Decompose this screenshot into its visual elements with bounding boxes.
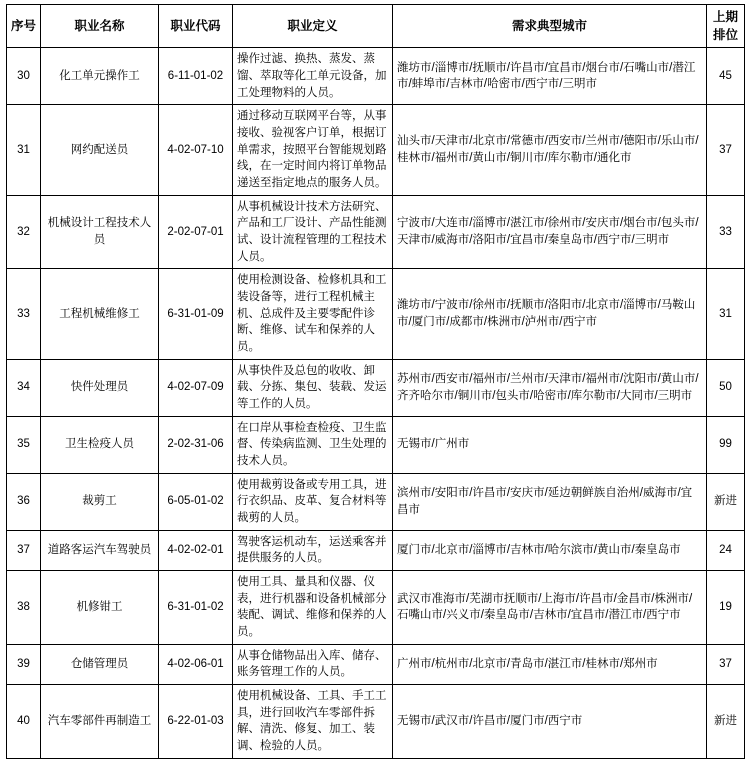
cell-seq: 31 xyxy=(7,105,41,195)
table-row xyxy=(7,473,745,530)
table-row xyxy=(7,571,745,645)
cell-occupation-name: 机械设计工程技术人员 xyxy=(41,195,159,269)
cell-occupation-name: 道路客运汽车驾驶员 xyxy=(41,530,159,570)
cell-occupation-name: 机修钳工 xyxy=(41,571,159,645)
cell-seq: 38 xyxy=(7,571,41,645)
cell-occupation-code: 6-31-01-09 xyxy=(159,269,233,359)
cell-definition: 驾驶客运机动车，运送乘客并提供服务的人员。 xyxy=(233,530,393,570)
cell-occupation-code: 4-02-06-01 xyxy=(159,644,233,684)
cell-seq: 35 xyxy=(7,416,41,473)
cell-definition: 使用裁剪设备或专用工具，进行衣织品、皮革、复合材料等裁剪的人员。 xyxy=(233,473,393,530)
column-header-occupation-name: 职业名称 xyxy=(41,5,159,48)
occupation-table xyxy=(6,4,745,759)
cell-cities: 潍坊市/淄博市/抚顺市/许昌市/宜昌市/烟台市/石嘴山市/潜江市/蚌埠市/吉林市/哈密市/西宁市/三明市 xyxy=(393,48,707,105)
table-row xyxy=(7,644,745,684)
column-header-definition: 职业定义 xyxy=(233,5,393,48)
cell-definition: 通过移动互联网平台等，从事接收、验视客户订单，根据订单需求，按照平台智能规划路线，在一定时间内将订单物品递送至指定地点的服务人员。 xyxy=(233,105,393,195)
cell-previous-rank: 45 xyxy=(707,48,745,105)
cell-occupation-code: 6-31-01-02 xyxy=(159,571,233,645)
table-row xyxy=(7,105,745,195)
cell-occupation-name: 工程机械维修工 xyxy=(41,269,159,359)
cell-definition: 使用机械设备、工具、手工工具，进行回收汽车零部件拆解、清洗、修复、加工、装调、检验的人员。 xyxy=(233,685,393,759)
cell-seq: 37 xyxy=(7,530,41,570)
cell-occupation-code: 2-02-07-01 xyxy=(159,195,233,269)
cell-previous-rank: 31 xyxy=(707,269,745,359)
cell-cities: 宁波市/大连市/淄博市/湛江市/徐州市/安庆市/烟台市/包头市/天津市/威海市/洛阳市/宜昌市/秦皇岛市/西宁市/三明市 xyxy=(393,195,707,269)
table-row xyxy=(7,359,745,416)
cell-cities: 汕头市/天津市/北京市/常德市/西安市/兰州市/德阳市/乐山市/桂林市/福州市/黄山市/铜川市/库尔勒市/通化市 xyxy=(393,105,707,195)
table-header-row xyxy=(7,5,745,48)
cell-occupation-name: 汽车零部件再制造工 xyxy=(41,685,159,759)
cell-occupation-name: 化工单元操作工 xyxy=(41,48,159,105)
cell-definition: 操作过滤、换热、蒸发、蒸馏、萃取等化工单元设备，加工处理物料的人员。 xyxy=(233,48,393,105)
cell-occupation-name: 仓储管理员 xyxy=(41,644,159,684)
table-row xyxy=(7,685,745,759)
cell-definition: 从事机械设计技术方法研究、产品和工厂设计、产品性能测试、设计流程管理的工程技术人员。 xyxy=(233,195,393,269)
column-header-previous-rank-line1: 上期 xyxy=(712,10,738,24)
cell-occupation-name: 快件处理员 xyxy=(41,359,159,416)
cell-definition: 从事快件及总包的收收、卸载、分拣、集包、装载、发运等工作的人员。 xyxy=(233,359,393,416)
cell-previous-rank: 新进 xyxy=(707,685,745,759)
cell-cities: 厦门市/北京市/淄博市/吉林市/哈尔滨市/黄山市/秦皇岛市 xyxy=(393,530,707,570)
cell-definition: 使用工具、量具和仪器、仪表，进行机器和设备机械部分装配、调试、维修和保养的人员。 xyxy=(233,571,393,645)
cell-previous-rank: 33 xyxy=(707,195,745,269)
cell-previous-rank: 37 xyxy=(707,644,745,684)
cell-definition: 从事仓储物品出入库、储存、账务管理工作的人员。 xyxy=(233,644,393,684)
cell-cities: 苏州市/西安市/福州市/兰州市/天津市/福州市/沈阳市/黄山市/齐齐哈尔市/铜川市/包头市/哈密市/库尔勒市/大同市/三明市 xyxy=(393,359,707,416)
column-header-occupation-code: 职业代码 xyxy=(159,5,233,48)
cell-cities: 武汉市准海市/芜湖市抚顺市/上海市/许昌市/金昌市/株洲市/石嘴山市/兴义市/秦皇岛市/吉林市/宜昌市/潜江市/西宁市 xyxy=(393,571,707,645)
table-row xyxy=(7,48,745,105)
cell-definition: 使用检测设备、检修机具和工装设备等，进行工程机械主机、总成件及主要零配件诊断、维修、试车和保养的人员。 xyxy=(233,269,393,359)
cell-previous-rank: 99 xyxy=(707,416,745,473)
cell-previous-rank: 新进 xyxy=(707,473,745,530)
cell-occupation-name: 裁剪工 xyxy=(41,473,159,530)
cell-seq: 36 xyxy=(7,473,41,530)
table-body xyxy=(7,48,745,759)
cell-occupation-code: 6-05-01-02 xyxy=(159,473,233,530)
table-row xyxy=(7,195,745,269)
cell-seq: 33 xyxy=(7,269,41,359)
cell-seq: 30 xyxy=(7,48,41,105)
cell-occupation-code: 4-02-07-09 xyxy=(159,359,233,416)
cell-cities: 无锡市/武汉市/许昌市/厦门市/西宁市 xyxy=(393,685,707,759)
table-row xyxy=(7,269,745,359)
cell-occupation-name: 卫生检疫人员 xyxy=(41,416,159,473)
cell-cities: 潍坊市/宁波市/徐州市/抚顺市/洛阳市/北京市/淄博市/马鞍山市/厦门市/成都市/株洲市/泸州市/西宁市 xyxy=(393,269,707,359)
table-header xyxy=(7,5,745,48)
cell-previous-rank: 50 xyxy=(707,359,745,416)
cell-occupation-name: 网约配送员 xyxy=(41,105,159,195)
cell-seq: 32 xyxy=(7,195,41,269)
cell-definition: 在口岸从事检查检疫、卫生监督、传染病监测、卫生处理的技术人员。 xyxy=(233,416,393,473)
column-header-previous-rank-line2: 排位 xyxy=(712,28,738,43)
cell-seq: 39 xyxy=(7,644,41,684)
cell-previous-rank: 24 xyxy=(707,530,745,570)
table-row xyxy=(7,530,745,570)
column-header-previous-rank xyxy=(707,5,745,48)
cell-previous-rank: 19 xyxy=(707,571,745,645)
column-header-cities: 需求典型城市 xyxy=(393,5,707,48)
cell-occupation-code: 6-11-01-02 xyxy=(159,48,233,105)
cell-cities: 无锡市/广州市 xyxy=(393,416,707,473)
cell-occupation-code: 4-02-07-10 xyxy=(159,105,233,195)
cell-cities: 广州市/杭州市/北京市/青岛市/湛江市/桂林市/郑州市 xyxy=(393,644,707,684)
cell-seq: 40 xyxy=(7,685,41,759)
table-row xyxy=(7,416,745,473)
cell-previous-rank: 37 xyxy=(707,105,745,195)
cell-occupation-code: 6-22-01-03 xyxy=(159,685,233,759)
cell-occupation-code: 4-02-02-01 xyxy=(159,530,233,570)
cell-occupation-code: 2-02-31-06 xyxy=(159,416,233,473)
cell-cities: 滨州市/安阳市/许昌市/安庆市/延边朝鲜族自治州/威海市/宜昌市 xyxy=(393,473,707,530)
cell-seq: 34 xyxy=(7,359,41,416)
column-header-seq: 序号 xyxy=(7,5,41,48)
